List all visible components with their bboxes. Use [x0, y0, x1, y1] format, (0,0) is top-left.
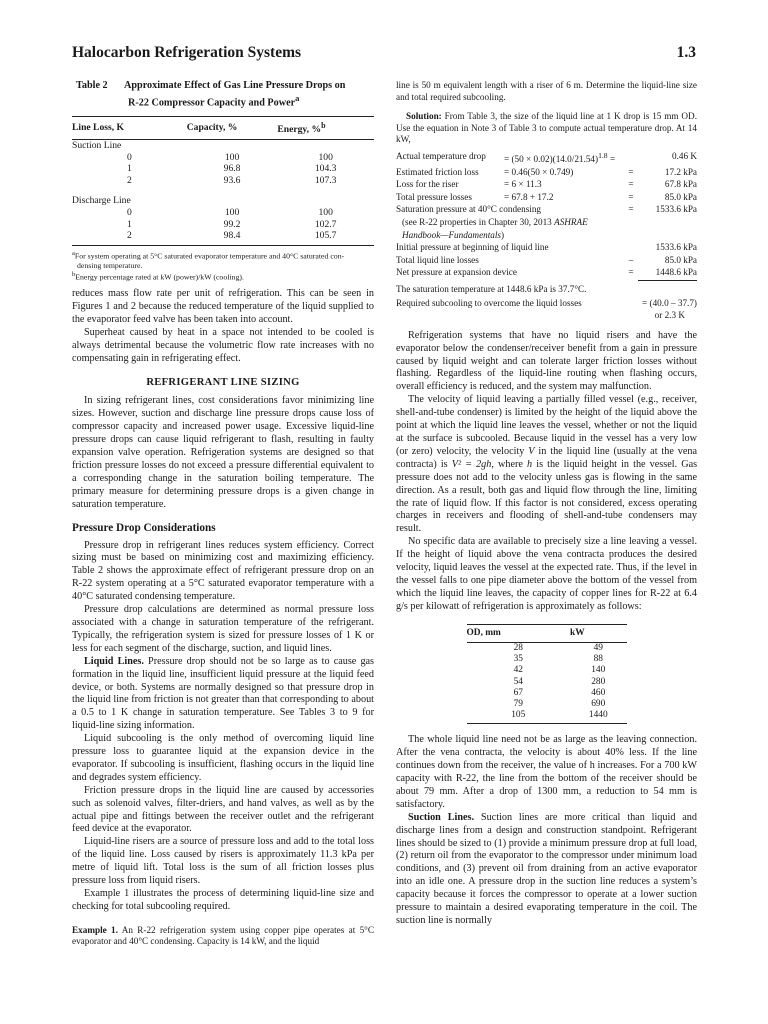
table-row: 2 98.4 105.7 [72, 230, 374, 245]
table2-caption-line1: Approximate Effect of Gas Line Pressure Drops on [124, 80, 346, 91]
table-row: 1 99.2 102.7 [126, 218, 337, 230]
table2-group-label: Suction Line [72, 139, 122, 151]
calc-row: Saturation pressure at 40°C condensing = 1533.6 kPa [396, 204, 697, 215]
table3-col-kw: kW [570, 624, 626, 642]
calc-row: Initial pressure at beginning of liquid line 1533.6 kPa [396, 242, 697, 253]
table2-col-lineloss: Line Loss, K [72, 117, 187, 140]
table-row: 28 49 [513, 642, 603, 653]
calc-row: Total liquid line losses – 85.0 kPa [396, 254, 697, 265]
paragraph: Example 1 illustrates the process of determining liquid-line size and checking for total subcooling required. [72, 888, 374, 912]
section-heading: REFRIGERANT LINE SIZING [146, 376, 300, 388]
table2-col-energy: Energy, %$^b$ [277, 117, 374, 140]
paragraph: Superheat caused by heat in a space not intended to be cooled is always detrimental because the volumetric flow rate increases with no compensating gain in refrigerating effect. [72, 326, 374, 364]
paragraph: No specific data are available to precisely size a line leaving a vessel. If the height of liquid above the vena contracta produces the desired velocity, liquid leaves the vessel at the expected rate. Thus, if the level in the vessel falls to one pipe diameter above the bottom of the vessel from which the liquid line leaves, the capacity of copper lines for R-22 at 6.4 g/s per kilowatt of refrigeration is approximately as follows: [396, 536, 697, 612]
paragraph: In sizing refrigerant lines, cost considerations favor minimizing line sizes. However, suction and discharge line pressure drops cause loss of compressor capacity and increased power usage. Excessive liquid-line pressure drops can cause liquid refrigerant to flash, resulting in faulty expansion valve operation. Refrigeration systems are designed so that friction pressure losses do not exceed a pressure differential equivalent to a corresponding change in the saturation boiling temperature. The primary measure for determining pressure drops is a given change in saturation temperature. [72, 395, 374, 510]
paragraph: Suction Lines. Suction lines are more critical than liquid and discharge lines from a design and construction standpoint. Refrigerant lines should be sized to (1) provide a minimum pressure drop at full load, (2) return oil from the evaporator to the compressor under minimum load conditions, and (3) prevent oil from draining from an active evaporator into an idle one. A pressure drop in the suction line reduces a system’s capacity because it forces the compressor to operate at a lower suction pressure to maintain a desired evaporating temperature in the coil. The suction line is normally [396, 811, 697, 926]
table-row: 35 88 [513, 654, 603, 665]
paragraph: Pressure drop calculations are determined as normal pressure loss associated with a change in saturation temperature of the refrigerant. Typically, the refrigeration system is sized for pressure losses of 1 K or less for each segment of the discharge, suction, and liquid lines. [72, 604, 374, 654]
table-row: 0 100 100 [126, 151, 333, 163]
paragraph: The whole liquid line need not be as large as the leaving connection. After the vena contracta, the velocity is about 40% less. If the line continues down from the receiver, the value of h increases. For a 700 kW capacity with R-22, the line from the bottom of the receiver should be about 79 mm. After a drop of 1300 mm, a reduction to 54 mm is satisfactory. [396, 734, 697, 810]
table-row: 2 93.6 107.3 [126, 174, 337, 186]
table-od-capacity [467, 624, 627, 725]
calc-row: Required subcooling to overcome the liquid losses = (40.0 – 37.7) or 2.3 K [396, 297, 697, 321]
table2-caption-line2: R-22 Compressor Capacity and Power [128, 97, 296, 109]
table-row: 79 690 [513, 698, 606, 709]
paragraph: Liquid subcooling is the only method of overcoming liquid line pressure loss to guarantee liquid at the expansion device in the evaporator. If subcooling is insufficient, flashing occurs in the liquid line and degrades system efficiency. [72, 733, 374, 783]
calc-note: (see R-22 properties in Chapter 30, 2013 ASHRAE [402, 217, 588, 227]
running-header-title: Halocarbon Refrigeration Systems [72, 44, 302, 61]
runin-heading: Suction Lines. [408, 811, 475, 823]
paragraph: Liquid Lines. Pressure drop should not be so large as to cause gas formation in the liquid line, insufficient liquid pressure at the liquid feed device, or both. Systems are normally designed so that pressure drop in the liquid line from friction is not greater than that corresponding to about a 0.5 to 1 K change in saturation temperature. See Tables 3 to 9 for liquid-line sizing information. [72, 655, 375, 732]
example-1: Example 1. An R-22 refrigeration system using copper pipe operates at 5°C evaporator and 40°C condensing. Capacity is 14 kW, and the liquid [72, 924, 374, 947]
right-column [396, 80, 697, 928]
footnote-a: For system operating at 5°C saturated evaporator temperature and 40°C saturated con- [74, 251, 345, 261]
table2-number: Table 2 [76, 80, 108, 91]
table-row: 67 460 [513, 687, 606, 698]
calc-row: Actual temperature drop = $(50 \times 0.02)(14.0/21.54)^{1.8}$ = 0.46 K [396, 150, 697, 165]
example-1-continued: line is 50 m equivalent length with a riser of 6 m. Determine the liquid-line size and total required subcooling. [396, 80, 697, 102]
calc-row: Net pressure at expansion device = 1448.6 kPa [396, 267, 697, 278]
calc-note: Handbook—Fundamentals) [402, 229, 505, 240]
paragraph: Refrigeration systems that have no liquid risers and have the evaporator below the condenser/receiver benefit from a gain in pressure caused by liquid weight and can tolerate larger friction losses without flashing. Regardless of the liquid-line routing when flashing occurs, overall efficiency is reduced, and the system may malfunction. [396, 329, 697, 393]
left-column [72, 80, 374, 948]
table2-caption-mark: a [295, 93, 300, 104]
table-row: 0 100 100 [126, 206, 333, 218]
calc-row: Total pressure losses = 67.8 + 17.2 = 85.0 kPa [396, 191, 697, 202]
page-number: 1.3 [676, 44, 696, 61]
paragraph: Friction pressure drops in the liquid line are caused by accessories such as solenoid valves, filter-driers, and hand valves, as well as by the actual pipe and fittings between the receiver outlet and the refrigerant feed device at the evaporator. [72, 784, 374, 835]
table2-group-label: Discharge Line [72, 195, 131, 207]
paragraph: Pressure drop in refrigerant lines reduces system efficiency. Correct sizing must be based on minimizing cost and maximizing efficiency. Table 2 shows the approximate effect of refrigerant pressure drop on an R-22 system operating at a 5°C saturated evaporator temperature with a 40°C saturated condensing temperature. [72, 539, 374, 603]
calc-row: Estimated friction loss = 0.46(50 × 0.749) = 17.2 kPa [396, 166, 697, 177]
subsection-heading: Pressure Drop Considerations [72, 521, 216, 534]
table-row: 105 1440 [467, 710, 627, 724]
paragraph: Liquid-line risers are a source of pressure loss and add to the total loss of the liquid line. Loss caused by risers is approximately 11.3 kPa per metre of liquid lift. Total loss is the sum of all friction losses plus pressure loss from liquid risers. [72, 836, 374, 887]
calc-sat-temp: The saturation temperature at 1448.6 kPa is 37.7°C. [396, 283, 587, 294]
runin-heading: Liquid Lines. [84, 655, 144, 667]
table-row: 1 96.8 104.3 [126, 163, 337, 175]
table2-footnotes: $^a$For system operating at 5°C saturated evaporator temperature and 40°C saturated con- densing temperature. $^b$Energy percentage rated at kW (power)/kW (cooling). [72, 249, 345, 282]
footnote-b: Energy percentage rated at kW (power)/kW (cooling). [75, 272, 244, 282]
table3-col-od: OD, mm [467, 624, 571, 642]
table2-caption [72, 80, 374, 110]
table2-col-capacity: Capacity, % [187, 117, 278, 140]
table-row: 42 140 [513, 665, 606, 676]
calc-rule [638, 280, 697, 281]
table2 [72, 116, 374, 246]
calculation-block [396, 150, 697, 322]
paragraph: reduces mass flow rate per unit of refrigeration. This can be seen in Figures 1 and 2 because the reduced temperature of the liquid supplied to the evaporator feed valve has been taken into account. [72, 288, 374, 325]
solution: Solution: From Table 3, the size of the liquid line at 1 K drop is 15 mm OD. Use the equation in Note 3 of Table 3 to compute actual temperature drop. At 14 kW, [396, 111, 697, 145]
calc-row: Loss for the riser = 6 × 11.3 = 67.8 kPa [396, 179, 697, 190]
table-row: 54 280 [513, 676, 606, 687]
paragraph: The velocity of liquid leaving a partially filled vessel (e.g., receiver, shell-and-tube condenser) is limited by the height of the liquid above the point at which the liquid line leaves the vessel, whether or not the liquid at the surface is subcooled. Because liquid in the vessel has a very low (or zero) velocity, the velocity V in the liquid line (usually at the vena contracta) is V² = 2gh, where h is the liquid height in the vessel. Gas pressure does not add to the velocity unless gas is flowing in the same direction. As a result, both gas and liquid flow through the line, limiting the rate of liquid flow. If this factor is not considered, excess operating charges in receivers and flooding of shell-and-tube condensers may result. [396, 394, 698, 535]
